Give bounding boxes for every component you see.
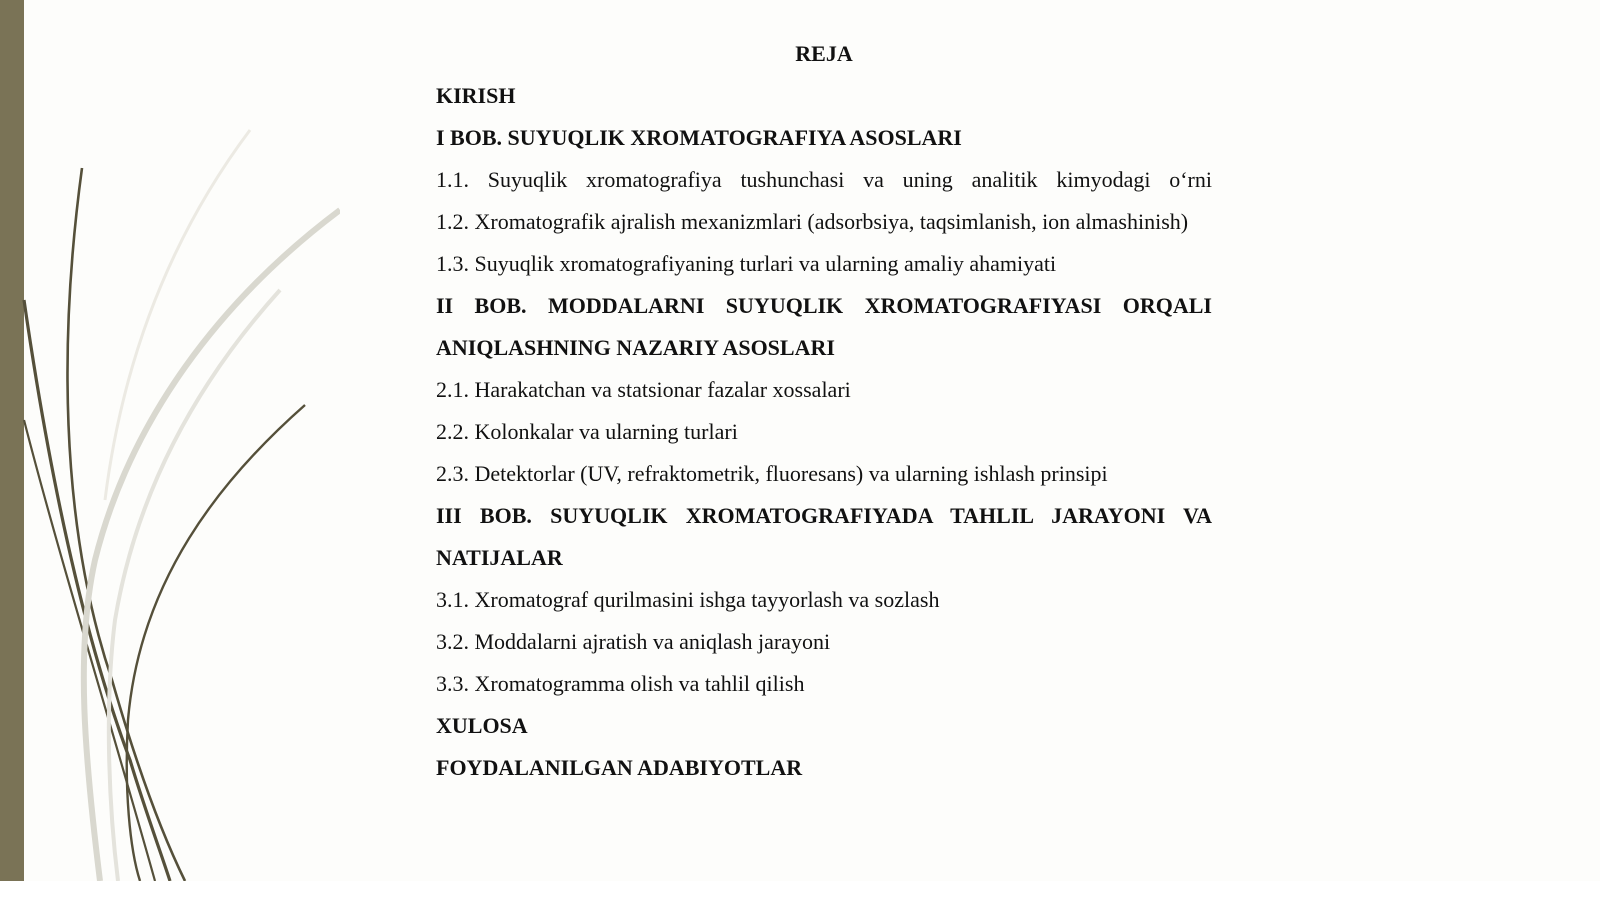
table-of-contents [436,33,1212,789]
toc-section-2-2: 2.2. Kolonkalar va ularning turlari [436,419,738,444]
toc-chapter-3: III BOB. SUYUQLIK XROMATOGRAFIYADA TAHLIL JARAYONI VA NATIJALAR [436,503,1212,570]
toc-section-2-3: 2.3. Detektorlar (UV, refraktometrik, fluoresans) va ularning ishlash prinsipi [436,461,1108,486]
bottom-strip [0,881,1600,899]
toc-section-3-1: 3.1. Xromatograf qurilmasini ishga tayyorlash va sozlash [436,587,940,612]
toc-section-1-3: 1.3. Suyuqlik xromatografiyaning turlari va ularning amaliy ahamiyati [436,251,1057,276]
decorative-grass-strokes [0,0,340,899]
toc-item-xulosa: XULOSA [436,713,528,738]
toc-chapter-1: I BOB. SUYUQLIK XROMATOGRAFIYA ASOSLARI [436,125,962,150]
toc-section-3-3: 3.3. Xromatogramma olish va tahlil qilish [436,671,805,696]
toc-section-1-1: 1.1. Suyuqlik xromatografiya tushunchasi va uning analitik kimyodagi o‘rni [436,167,1212,192]
toc-item-kirish: KIRISH [436,83,516,108]
toc-section-3-2: 3.2. Moddalarni ajratish va aniqlash jarayoni [436,629,831,654]
page-title: REJA [795,41,853,66]
toc-section-1-2: 1.2. Xromatografik ajralish mexanizmlari (adsorbsiya, taqsimlanish, ion almashinish) [436,209,1189,234]
toc-section-2-1: 2.1. Harakatchan va statsionar fazalar xossalari [436,377,851,402]
toc-item-adabiyotlar: FOYDALANILGAN ADABIYOTLAR [436,755,803,780]
toc-chapter-2: II BOB. MODDALARNI SUYUQLIK XROMATOGRAFIYASI ORQALI ANIQLASHNING NAZARIY ASOSLARI [436,293,1212,360]
